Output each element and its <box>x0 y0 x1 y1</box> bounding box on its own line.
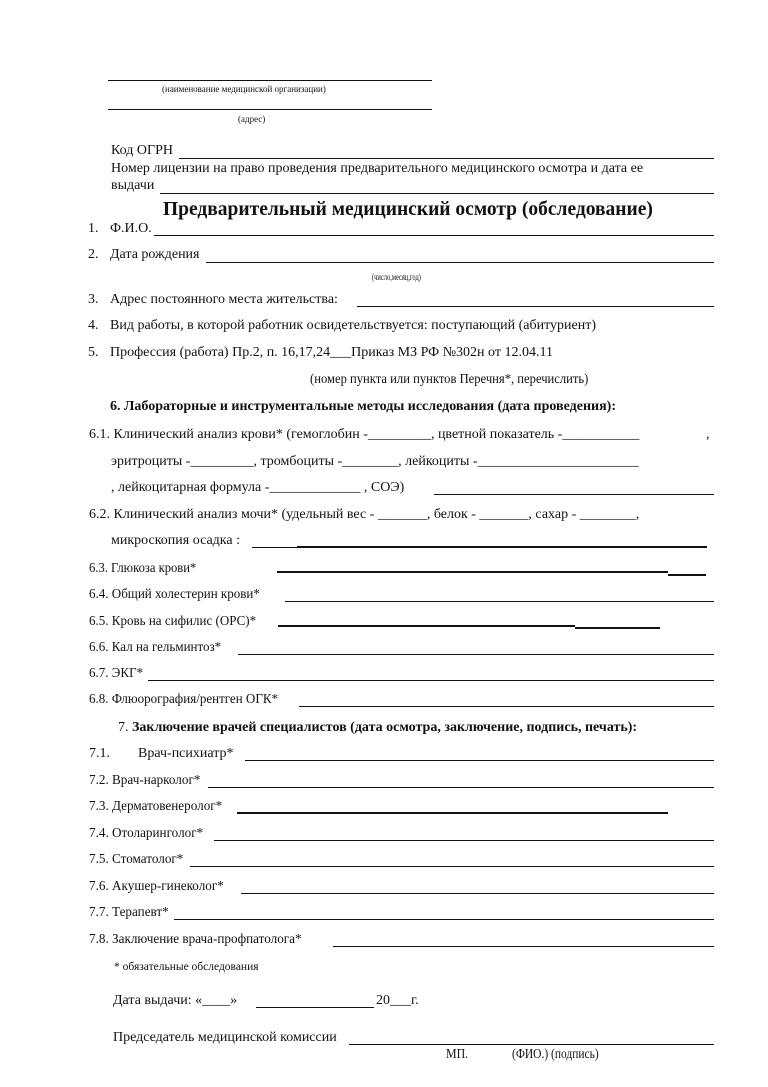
row-7-5-dentist-text: 7.5. Стоматолог* <box>89 852 184 867</box>
ogrn-label: Код ОГРН <box>111 143 173 158</box>
birth-date-line[interactable] <box>206 262 714 263</box>
row-7-7-therapist <box>89 905 174 921</box>
row-6-8-fluorography-text: 6.8. Флюорография/рентген ОГК* <box>89 692 279 707</box>
field-2-label: Дата рождения <box>110 247 200 262</box>
row-6-4-cholesterol-text: 6.4. Общий холестерин крови* <box>89 587 260 602</box>
row-6-1-blood-analysis: 6.1. Клинический анализ крови* (гемоглобин -_________, цветной показатель -___________ <box>89 427 640 442</box>
row-7-7-therapist-text: 7.7. Терапевт* <box>89 905 169 920</box>
gynecologist-line[interactable] <box>241 893 714 894</box>
birth-date-caption <box>372 272 440 283</box>
row-6-1-leukocyte-formula: , лейкоцитарная формула -_____________ , СОЭ) <box>111 480 405 495</box>
row-6-1-blood-cells: эритроциты -_________, тромбоциты -________, лейкоциты -_______________________ <box>111 454 639 469</box>
field-5-text: Профессия (работа) Пр.2, п. 16,17,24___Приказ МЗ РФ №302н от 12.04.11 <box>110 345 553 360</box>
cholesterol-line[interactable] <box>285 601 714 602</box>
row-7-1-psychiatrist: Врач-психиатр* <box>138 746 234 761</box>
row-6-6-helminth <box>89 640 231 656</box>
syphilis-line[interactable] <box>278 625 575 627</box>
row-6-7-ecg-text: 6.7. ЭКГ* <box>89 666 144 681</box>
issue-date-label: Дата выдачи: «____» <box>113 993 238 1008</box>
address-line[interactable] <box>108 109 432 110</box>
chairman-line[interactable] <box>349 1044 714 1045</box>
fluorography-line[interactable] <box>299 706 714 707</box>
glucose-line-end[interactable] <box>668 574 706 576</box>
glucose-line[interactable] <box>277 571 668 573</box>
row-6-8-fluorography <box>89 692 292 708</box>
stamp-label <box>446 1047 472 1063</box>
field-4-text: Вид работы, в которой работник освидетельствуется: поступающий (абитуриент) <box>110 318 596 333</box>
fio-sign-caption-text: (ФИО.) (подпись) <box>512 1047 599 1062</box>
row-6-5-syphilis-text: 6.5. Кровь на сифилис (ОРС)* <box>89 614 257 629</box>
row-7-5-dentist <box>89 852 189 868</box>
field-3-number: 3. <box>88 292 99 307</box>
row-7-4-otolaryngologist-text: 7.4. Отоларинголог* <box>89 826 204 841</box>
field-4-number: 4. <box>88 318 99 333</box>
row-7-6-gynecologist <box>89 879 232 895</box>
chairman-label: Председатель медицинской комиссии <box>113 1030 337 1045</box>
row-7-2-narcologist-text: 7.2. Врач-нарколог* <box>89 773 201 788</box>
required-note: * обязательные обследования <box>114 961 259 973</box>
row-6-6-helminth-text: 6.6. Кал на гельминтоз* <box>89 640 222 655</box>
row-6-1-comma: , <box>706 427 710 442</box>
fio-line[interactable] <box>154 235 714 236</box>
row-7-1-number: 7.1. <box>89 746 110 761</box>
therapist-line[interactable] <box>174 919 714 920</box>
row-7-8-occupational-pathologist <box>89 932 315 948</box>
field-2-number: 2. <box>88 247 99 262</box>
field-5-number: 5. <box>88 345 99 360</box>
row-6-7-ecg <box>89 666 147 682</box>
syphilis-line-end[interactable] <box>575 627 660 629</box>
row-6-3-glucose-text: 6.3. Глюкоза крови* <box>89 561 197 576</box>
sediment-line-bold[interactable] <box>297 546 707 548</box>
row-6-2-urine-analysis: 6.2. Клинический анализ мочи* (удельный вес - _______, белок - _______, сахар - ________, <box>89 507 640 522</box>
org-name-line[interactable] <box>108 80 432 81</box>
license-text-line2: выдачи <box>111 178 155 193</box>
field-5-caption <box>310 372 619 388</box>
residence-address-line[interactable] <box>357 306 714 307</box>
field-5-caption-text: (номер пункта или пунктов Перечня*, перечислить) <box>310 372 589 387</box>
row-7-3-dermatovenerologist-text: 7.3. Дерматовенеролог* <box>89 799 223 814</box>
fio-sign-caption <box>512 1047 618 1063</box>
row-7-8-occupational-pathologist-text: 7.8. Заключение врача-профпатолога* <box>89 932 302 947</box>
field-3-label: Адрес постоянного места жительства: <box>110 292 338 307</box>
org-name-caption: (наименование медицинской организации) <box>162 84 326 94</box>
doctors-section-heading: Заключение врачей специалистов (дата осмотра, заключение, подпись, печать): <box>132 720 638 735</box>
row-6-3-glucose <box>89 561 208 577</box>
stamp-label-text: МП. <box>446 1047 469 1062</box>
doctors-heading-number: 7. <box>118 720 129 735</box>
psychiatrist-line[interactable] <box>245 760 714 761</box>
issue-date-line[interactable] <box>256 1007 374 1008</box>
license-line[interactable] <box>160 193 714 194</box>
lab-section-heading: 6. Лабораторные и инструментальные методы исследования (дата проведения): <box>110 399 616 414</box>
row-6-4-cholesterol <box>89 587 273 603</box>
narcologist-line[interactable] <box>208 787 714 788</box>
esr-line[interactable] <box>434 494 714 495</box>
dentist-line[interactable] <box>190 866 714 867</box>
sediment-line[interactable] <box>252 547 297 548</box>
row-7-2-narcologist <box>89 773 208 789</box>
page-title: Предварительный медицинский осмотр (обследование) <box>163 199 653 220</box>
otolaryngologist-line[interactable] <box>214 840 714 841</box>
ecg-line[interactable] <box>148 680 714 681</box>
field-1-number: 1. <box>88 221 99 236</box>
helminth-line[interactable] <box>238 654 714 655</box>
issue-date-year: 20___г. <box>376 993 419 1008</box>
birth-date-caption-text: (число,месяц,год) <box>372 272 421 282</box>
row-7-4-otolaryngologist <box>89 826 210 842</box>
row-7-6-gynecologist-text: 7.6. Акушер-гинеколог* <box>89 879 224 894</box>
row-7-3-dermatovenerologist <box>89 799 231 815</box>
occupational-pathologist-line[interactable] <box>333 946 714 947</box>
dermatovenerologist-line[interactable] <box>237 812 668 814</box>
address-caption: (адрес) <box>238 114 266 124</box>
license-text-line1: Номер лицензии на право проведения предварительного медицинского осмотра и дата ее <box>111 161 644 176</box>
row-6-2-sediment-label: микроскопия осадка : <box>111 533 240 548</box>
row-6-5-syphilis <box>89 614 269 630</box>
ogrn-line[interactable] <box>179 158 714 159</box>
field-1-label: Ф.И.О. <box>110 221 152 236</box>
